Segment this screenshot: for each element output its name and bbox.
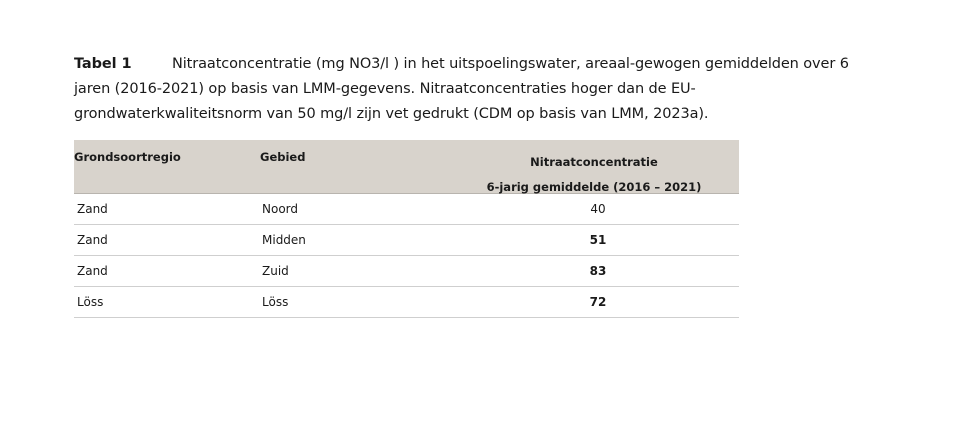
header-value-line1: Nitraatconcentratie bbox=[530, 155, 658, 169]
cell-area: Löss bbox=[262, 295, 289, 309]
table-row bbox=[74, 287, 739, 318]
table-header bbox=[74, 140, 739, 194]
table-row bbox=[74, 225, 739, 256]
header-value bbox=[479, 150, 709, 200]
cell-region: Löss bbox=[77, 295, 104, 309]
cell-value: 72 bbox=[589, 295, 607, 309]
header-value-line2: 6-jarig gemiddelde (2016 – 2021) bbox=[486, 180, 702, 194]
cell-area: Midden bbox=[262, 233, 306, 247]
table-row bbox=[74, 256, 739, 287]
caption-label: Tabel 1 bbox=[74, 56, 132, 72]
header-area: Gebied bbox=[260, 150, 306, 164]
nitrate-table bbox=[74, 140, 739, 318]
table-row bbox=[74, 194, 739, 225]
cell-value: 51 bbox=[589, 233, 607, 247]
header-region: Grondsoortregio bbox=[74, 150, 181, 164]
cell-value: 40 bbox=[590, 202, 606, 216]
table-caption bbox=[74, 52, 874, 127]
cell-region: Zand bbox=[77, 202, 108, 216]
cell-region: Zand bbox=[77, 233, 108, 247]
cell-area: Zuid bbox=[262, 264, 289, 278]
cell-value: 83 bbox=[589, 264, 607, 278]
caption-text: Nitraatconcentratie (mg NO3/l ) in het uitspoelingswater, areaal-gewogen gemiddelden over 6 jaren (2016-2021) op basis van LMM-gegevens. Nitraatconcentraties hoger dan de EU-grondwaterkwaliteitsnorm van 50 mg/l zijn vet gedrukt (CDM op basis van LMM, 2023a). bbox=[74, 56, 849, 122]
cell-area: Noord bbox=[262, 202, 298, 216]
cell-region: Zand bbox=[77, 264, 108, 278]
